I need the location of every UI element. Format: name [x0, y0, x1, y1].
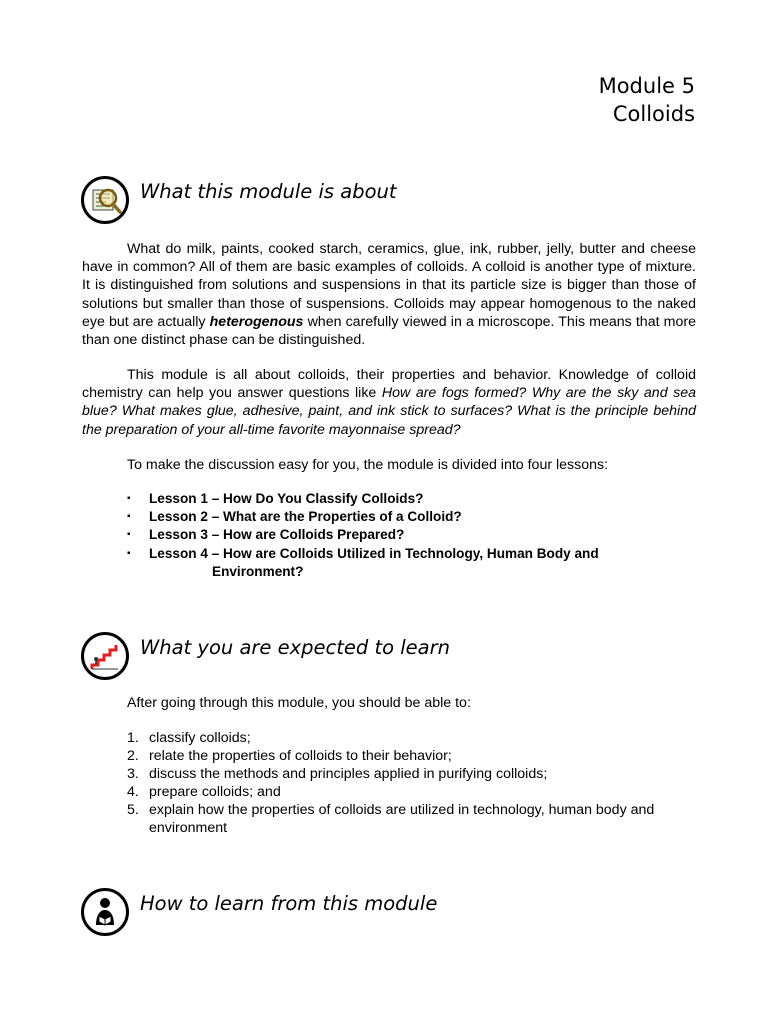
- section-header-how: [81, 888, 701, 938]
- scope-text: This module is all about colloids, their properties and behavior. Knowledge of colloid chemistry can help you answer questions like: [82, 367, 696, 402]
- objectives-list: [127, 729, 697, 837]
- lessons-intro: [82, 456, 696, 474]
- list-item: 2. relate the properties of colloids to their behavior;: [127, 748, 452, 764]
- list-item-continuation: Environment?: [212, 563, 304, 579]
- module-number: Module 5: [598, 74, 695, 98]
- scope-paragraph: [82, 366, 696, 439]
- intro-paragraph: [82, 240, 696, 349]
- intro-text-start: What do milk, paints, cooked starch, ceramics, glue, ink, rubber, jelly, butter and cheese have in common? All of them are basic examples of colloids. A colloid is another type of mixture. It is distinguished from solutions and suspensions in that its particle size is bigger than those of solutions but smaller than those of suspensions. Colloids may appear homogenous to the naked eye but are actually: [82, 241, 696, 330]
- objectives-intro: After going through this module, you should be able to:: [127, 695, 471, 711]
- magnifier-over-document-icon: [81, 176, 129, 224]
- list-item: ▪ Lesson 3 – How are Colloids Prepared?: [127, 527, 405, 543]
- list-item: 1. classify colloids;: [127, 730, 251, 746]
- section-title-about: What this module is about: [140, 180, 397, 203]
- list-item: 3. discuss the methods and principles applied in purifying colloids;: [127, 766, 548, 782]
- section-header-expected: [81, 632, 701, 682]
- list-item: 5. explain how the properties of colloids are utilized in technology, human body and environment: [127, 802, 655, 836]
- section-title-how: How to learn from this module: [140, 892, 438, 915]
- emphasis-heterogenous: heterogenous: [209, 313, 304, 330]
- module-topic: Colloids: [612, 102, 695, 126]
- list-item: ▪ Lesson 4 – How are Colloids Utilized in Technology, Human Body and: [127, 545, 599, 561]
- list-item: 4. prepare colloids; and: [127, 784, 281, 800]
- lesson-list: [127, 490, 707, 581]
- staircase-icon: [81, 632, 129, 680]
- intro-text-end: when carefully viewed in a microscope. This means that more than one distinct phase can be distinguished.: [82, 313, 696, 349]
- module-heading: [599, 72, 695, 128]
- section-header-about: [81, 176, 701, 226]
- list-item: ▪ Lesson 1 – How Do You Classify Colloids?: [127, 491, 424, 506]
- lessons-intro-text: To make the discussion easy for you, the module is divided into four lessons:: [127, 457, 609, 473]
- scope-questions: How are fogs formed? Why are the sky and sea blue? What makes glue, adhesive, paint, and ink stick to surfaces? What is the principle behind the preparation of your all-time favorite mayonnaise spread?: [82, 385, 697, 438]
- reading-person-icon: [81, 888, 129, 936]
- list-item: ▪ Lesson 2 – What are the Properties of a Colloid?: [127, 509, 462, 525]
- section-title-expected: What you are expected to learn: [140, 636, 450, 659]
